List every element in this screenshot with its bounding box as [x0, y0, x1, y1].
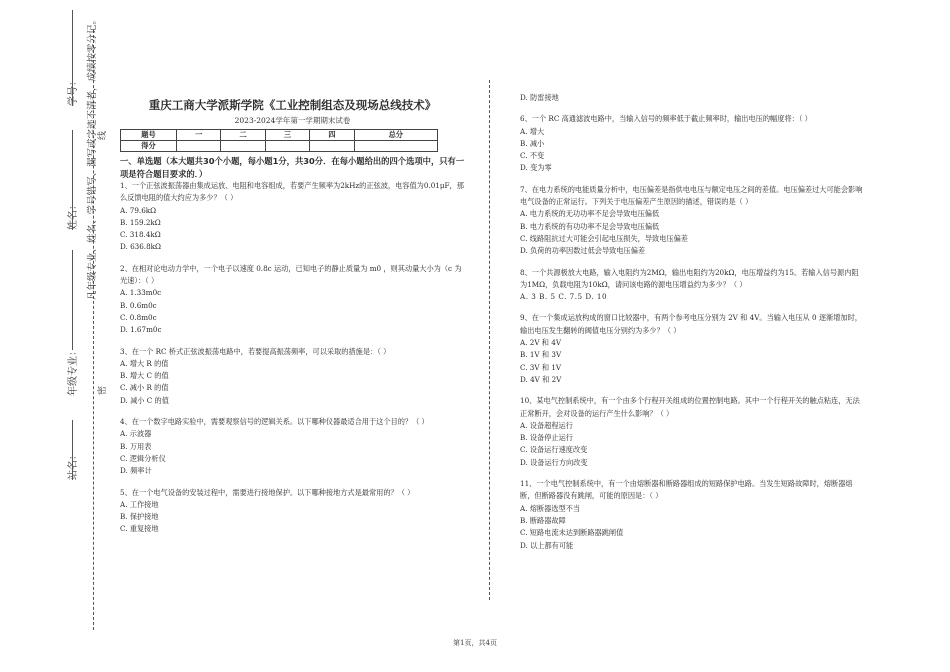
option: C. 短路电流未达到断路器跳闸值 — [520, 528, 624, 538]
score-table-row — [121, 141, 438, 152]
option: B. 增大 C 的值 — [120, 371, 169, 381]
question-3 — [120, 346, 465, 407]
page-subtitle: 2023-2024学年第一学期期末试卷 — [234, 116, 351, 125]
question-5 — [120, 487, 465, 536]
seal-mark-xian: 线 — [98, 130, 108, 140]
option: B. 万用表 — [120, 441, 152, 451]
option: A. 熔断器选型不当 — [520, 503, 581, 513]
left-column — [120, 96, 465, 536]
grade-label: 年级专业： — [68, 346, 79, 396]
question-text: 11、一个电气控制系统中，有一个由熔断器和断路器组成的短路保护电路。当发生短路故障时，熔断器熔断，但断路器没有跳闸，可能的原因是：（ ） — [520, 479, 853, 501]
student-no-line — [72, 10, 73, 106]
question-7 — [520, 184, 865, 258]
grade-line — [72, 250, 73, 350]
score-table — [120, 129, 438, 152]
option: A. 设备超程运行 — [520, 420, 573, 430]
option: A. 工作接地 — [120, 499, 159, 509]
option: B. 断路器故障 — [520, 515, 566, 525]
score-header-cell: 三 — [265, 130, 309, 141]
option: B. 159.2kΩ — [120, 217, 161, 227]
binding-sidebar — [0, 0, 110, 672]
score-row-label: 得分 — [121, 141, 177, 152]
option: D. 4V 和 2V — [520, 374, 562, 384]
question-text: 5、在一个电气设备的安装过程中，需要进行接地保护。以下哪种接地方式是最常用的？（ ） — [120, 487, 415, 497]
score-cell[interactable] — [221, 141, 265, 152]
right-column — [520, 92, 865, 552]
option: B. 设备停止运行 — [520, 433, 573, 443]
score-header-cell: 四 — [310, 130, 354, 141]
name-line — [72, 130, 73, 230]
option: A. 示波器 — [120, 429, 152, 439]
school-label: 站名： — [68, 450, 79, 480]
score-cell[interactable] — [177, 141, 221, 152]
question-text: 9、在一个集成运放构成的窗口比较器中，有两个参考电压分别为 2V 和 4V。当输入电压从 0 逐渐增加时，输出电压发生翻转的阈值电压分别约为多少？（ ） — [520, 313, 862, 335]
option: D. 636.8kΩ — [120, 242, 161, 252]
score-cell[interactable] — [354, 141, 437, 152]
option: D. 负荷的功率因数过低会导致电压偏差 — [520, 246, 646, 256]
option: C. 减小 R 的值 — [120, 383, 169, 393]
option: C. 318.4kΩ — [120, 230, 161, 240]
question-9 — [520, 312, 865, 386]
school-line — [72, 420, 73, 480]
seal-note: 凡年级专业、姓名、学号错写、漏写或字迹不清者，成绩按零分记。 — [87, 14, 98, 300]
question-10 — [520, 395, 865, 469]
option: C. 不变 — [520, 151, 545, 161]
score-header-cell: 一 — [177, 130, 221, 141]
question-11 — [520, 478, 865, 552]
option: B. 1V 和 3V — [520, 350, 562, 360]
option: C. 3V 和 1V — [520, 362, 562, 372]
question-text: 7、在电力系统的电能质量分析中，电压偏差是指供电电压与额定电压之间的差值。电压偏差过大可能会影响电气设备的正常运行。下列关于电压偏差产生原因的描述，错误的是（ ） — [520, 184, 863, 207]
option: B. 减小 — [520, 138, 545, 148]
question-8 — [520, 267, 865, 304]
option: B. 0.6m0c — [120, 300, 157, 310]
option: A. 电力系统的无功功率不足会导致电压偏低 — [520, 209, 660, 219]
option: C. 线路阻抗过大可能会引起电压损失，导致电压偏差 — [520, 233, 688, 243]
question-6 — [520, 113, 865, 174]
option: A. 1.33m0c — [120, 288, 162, 298]
section-heading: 一、单选题（本大题共30个小题，每小题1分，共30分．在每小题给出的四个选项中，只有一项是符合题目要求的．） — [120, 156, 465, 179]
question-text: 8、一个共源极放大电路，输入电阻约为2MΩ，输出电阻约为20kΩ，电压增益约为15。若输入信号源内阻为1MΩ，负载电阻为10kΩ，请问该电路的源电压增益约为多少？（ ） — [520, 267, 859, 289]
question-text: 3、在一个 RC 桥式正弦波振荡电路中，若要提高振荡频率，可以采取的措施是：（ ） — [120, 346, 391, 356]
student-no-label: 学号： — [68, 76, 79, 106]
question-text: 2、在相对论电动力学中，一个电子以速度 0.8c 运动，已知电子的静止质量为 m0 ，则其动量大小为（c 为光速）：（ ） — [120, 263, 462, 286]
option: A. 79.6kΩ — [120, 205, 157, 215]
page-title: 重庆工商大学派斯学院《工业控制组态及现场总线技术》 — [148, 98, 437, 112]
page-footer: 第1页，共4页 — [453, 639, 497, 647]
question-text: 6、一个 RC 高通滤波电路中，当输入信号的频率低于截止频率时，输出电压的幅度将：（ ） — [520, 114, 812, 124]
option: D. 设备运行方向改变 — [520, 457, 588, 467]
score-header-cell: 总分 — [354, 130, 437, 141]
option: B. 保护接地 — [120, 512, 159, 522]
score-header-cell: 题号 — [121, 130, 177, 141]
option: D. 防雷接地 — [520, 93, 559, 102]
name-label: 姓名： — [68, 200, 79, 230]
option: C. 0.8m0c — [120, 312, 157, 322]
option: C. 重复接地 — [120, 524, 159, 534]
question-4 — [120, 416, 465, 477]
question-1 — [120, 180, 465, 254]
option: A. 增大 — [520, 126, 545, 136]
option: A. 2V 和 4V — [520, 338, 562, 348]
option: D. 变为零 — [520, 163, 552, 173]
option: D. 1.67m0c — [120, 325, 162, 335]
option: C. 设备运行速度改变 — [520, 445, 588, 455]
question-text: 4、在一个数字电路实验中，需要观察信号的逻辑关系。以下哪种仪器最适合用于这个目的？（ ） — [120, 417, 429, 427]
question-text: 1、一个正弦波振荡器由集成运放、电阻和电容组成，若要产生频率为2kHz的正弦波，电容值为0.01μF，那么反馈电阻的值大约应为多少？（ ） — [120, 181, 464, 203]
question-text: 10、某电气控制系统中，有一个由多个行程开关组成的位置控制电路。其中一个行程开关的触点粘连，无法正常断开，会对设备的运行产生什么影响？（ ） — [520, 396, 860, 418]
score-cell[interactable] — [265, 141, 309, 152]
option: D. 以上都有可能 — [520, 540, 574, 550]
option: B. 电力系统的有功功率不足会导致电压偏低 — [520, 221, 660, 231]
column-divider — [489, 80, 490, 600]
score-table-header-row — [121, 130, 438, 141]
question-2 — [120, 263, 465, 337]
option: D. 频率计 — [120, 466, 152, 476]
option: C. 逻辑分析仪 — [120, 453, 166, 463]
option: A. 增大 R 的值 — [120, 358, 169, 368]
inline-options: A. 3 B. 5 C. 7.5 D. 10 — [520, 292, 608, 302]
score-header-cell: 二 — [221, 130, 265, 141]
option: D. 减小 C 的值 — [120, 395, 169, 405]
score-cell[interactable] — [310, 141, 354, 152]
seal-mark-mi: 密 — [98, 385, 108, 395]
